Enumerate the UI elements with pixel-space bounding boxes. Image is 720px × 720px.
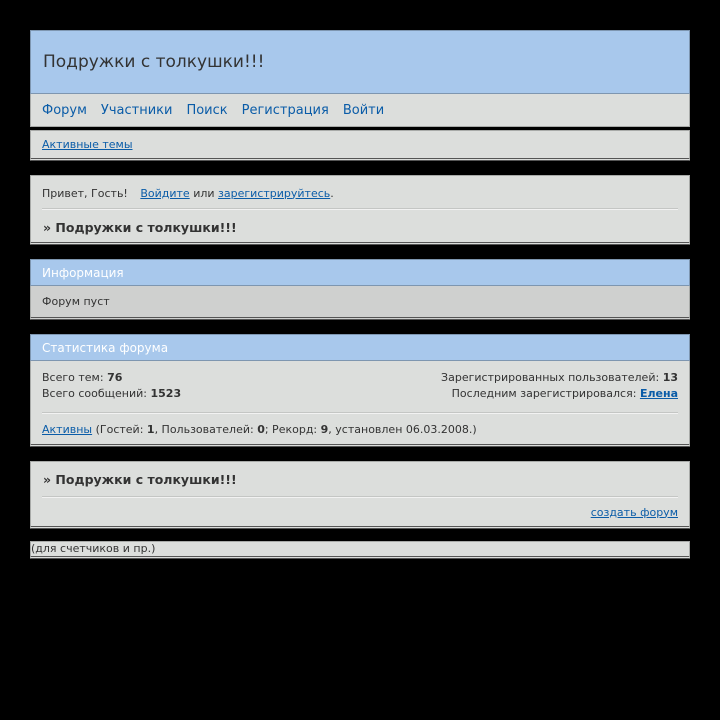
- greeting-text: Привет, Гость!: [42, 186, 128, 200]
- stats-right: [441, 370, 678, 405]
- stats-section: [30, 334, 690, 447]
- record-date: , установлен 06.03.2008.): [328, 422, 477, 436]
- total-topics-value: 76: [107, 371, 123, 384]
- online-link[interactable]: Активны: [42, 422, 93, 436]
- welcome-box: [30, 175, 690, 245]
- nav-register[interactable]: Регистрация: [241, 102, 329, 118]
- nav-search[interactable]: Поиск: [186, 102, 228, 118]
- last-registered-row: [441, 386, 678, 402]
- record-value: 9: [320, 422, 329, 436]
- registered-label: Зарегистрированных пользователей:: [441, 371, 660, 384]
- users-label: , Пользователей:: [154, 422, 254, 436]
- registered-value: 13: [662, 371, 678, 384]
- stats-body: [30, 361, 690, 447]
- total-posts-label: Всего сообщений:: [42, 387, 147, 400]
- total-topics-label: Всего тем:: [42, 371, 104, 384]
- stats-title: Статистика форума: [30, 334, 690, 361]
- main-nav: [30, 94, 690, 127]
- counters-bar: (для счетчиков и пр.): [30, 541, 690, 559]
- nav-login[interactable]: Войти: [342, 102, 385, 118]
- info-title: Информация: [30, 259, 690, 286]
- register-link[interactable]: зарегистрируйтесь: [218, 186, 331, 200]
- online-row: [42, 414, 678, 444]
- active-topics-link[interactable]: Активные темы: [42, 138, 133, 151]
- total-posts-row: [42, 386, 181, 402]
- record-label: ; Рекорд:: [264, 422, 318, 436]
- info-section: [30, 259, 690, 320]
- or-text: или: [193, 186, 215, 200]
- info-body: Форум пуст: [30, 286, 690, 320]
- create-forum-link[interactable]: создать форум: [590, 505, 678, 519]
- nav-forum[interactable]: Форум: [42, 102, 87, 118]
- footer-box: [30, 461, 690, 529]
- welcome-line: [42, 176, 678, 208]
- guests-label: (Гостей:: [95, 422, 144, 436]
- nav-members[interactable]: Участники: [100, 102, 173, 118]
- login-link[interactable]: Войдите: [140, 186, 190, 200]
- page: [30, 30, 690, 559]
- total-posts-value: 1523: [150, 387, 182, 400]
- footer-breadcrumb: » Подружки с толкушки!!!: [43, 471, 237, 487]
- last-registered-user-link[interactable]: Елена: [639, 387, 678, 400]
- period-text: .: [330, 186, 334, 200]
- breadcrumb: » Подружки с толкушки!!!: [43, 219, 237, 235]
- stats-left: [42, 370, 181, 405]
- forum-header: [30, 30, 690, 94]
- forum-title: Подружки с толкушки!!!: [43, 52, 265, 72]
- guests-value: 1: [146, 422, 155, 436]
- last-registered-label: Последним зарегистрировался:: [451, 387, 637, 400]
- users-value: 0: [257, 422, 265, 436]
- registered-row: [441, 370, 678, 386]
- total-topics-row: [42, 370, 181, 386]
- active-topics-bar: [30, 130, 690, 161]
